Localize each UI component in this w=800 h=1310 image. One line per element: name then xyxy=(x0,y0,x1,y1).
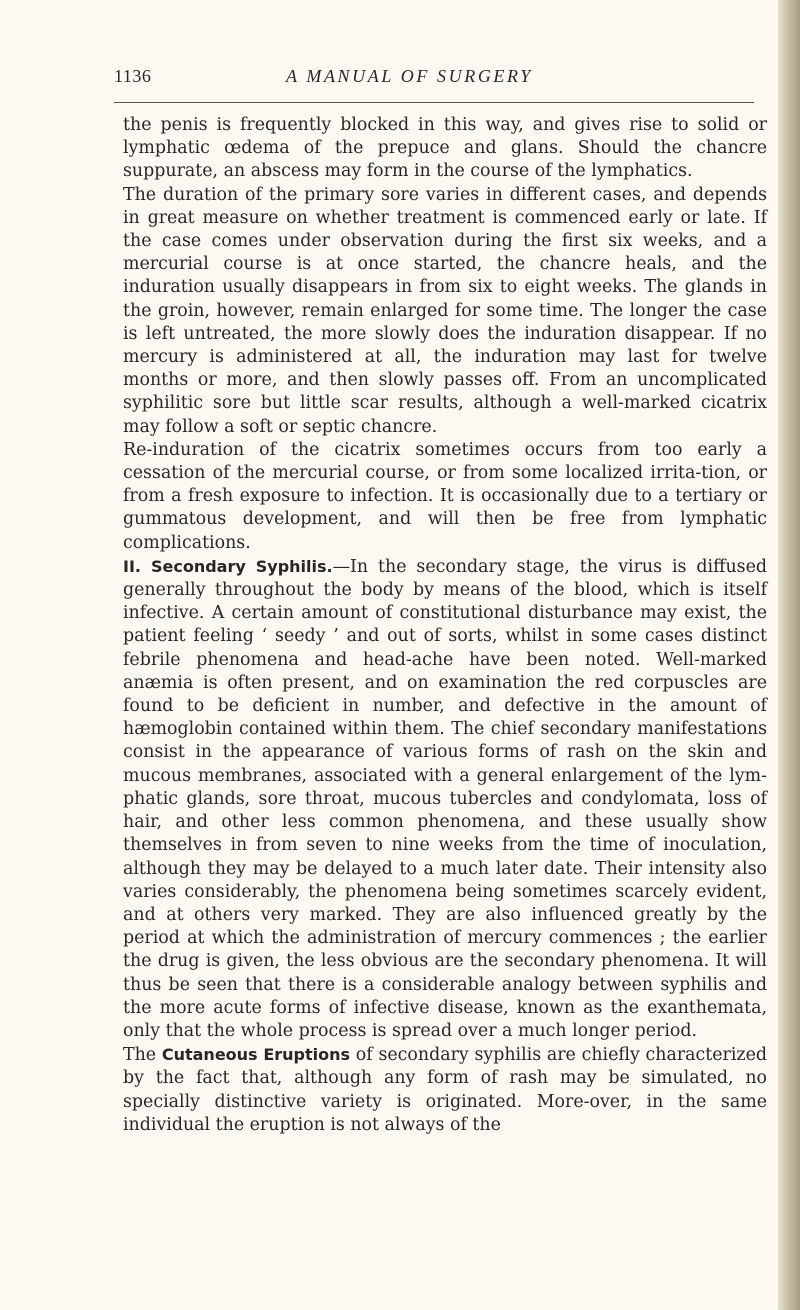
section-heading: Cutaneous Eruptions xyxy=(161,1045,351,1065)
paragraph-duration xyxy=(123,184,767,439)
paragraph-text: Re-induration of the cicatrix sometimes occurs from too early a cessation of the mercurial course, or from some localized irrita-tion, or from a fresh exposure to infection. It is occasionally due to a tertiary or gummatous development, and will then be free from lymphatic complications. xyxy=(123,439,767,553)
paragraph-prefix: The xyxy=(123,1045,162,1066)
running-title: A MANUAL OF SURGERY xyxy=(286,66,533,86)
paragraph-continuation xyxy=(123,114,767,184)
paragraph-text: The duration of the primary sore varies in different cases, and depends in great measure on whether treatment is commenced early or late. If the case comes under observation during the first six weeks, and a mercurial course is at once started, the chancre heals, and the induration usually disappears in from six to eight weeks. The glands in the groin, however, remain enlarged for some time. The longer the case is left untreated, the more slowly does the induration disappear. If no mercury is administered at all, the induration may last for twelve months or more, and then slowly passes off. From an uncomplicated syphilitic sore but little scar results, although a well-marked cicatrix may follow a soft or septic chancre. xyxy=(123,184,767,437)
paragraph-reinduration xyxy=(123,439,767,555)
paragraph-text: of secondary syphilis are chiefly characterized by the fact that, although any form of rash may be simulated, no specially distinctive variety is originated. More-over, in the same individual the eruption is not always of the xyxy=(123,1045,768,1135)
paragraph-text: the penis is frequently blocked in this way, and gives rise to solid or lymphatic œdema of the prepuce and glans. Should the chancre suppurate, an abscess may form in the course of the lymphatics. xyxy=(123,115,767,182)
paragraph-secondary-syphilis xyxy=(123,555,767,1043)
paragraph-text: —In the secondary stage, the virus is diffused generally throughout the body by means of the blood, which is itself infective. A certain amount of constitutional disturbance may exist, the patient feeling ‘ seedy ’ and out of sorts, whilst in some cases distinct febrile phenomena and head-ache have been noted. Well-marked anæmia is often present, and on examination the red corpuscles are found to be deficient in number, and defective in the amount of hæmoglobin contained within them. The chief secondary manifestations consist in the appearance of various forms of rash on the skin and mucous membranes, associated with a general enlargement of the lym-phatic glands, sore throat, mucous tubercles and condylomata, loss of hair, and other less common phenomena, and these usually show themselves in from seven to nine weeks from the time of inoculation, although they may be delayed to a much later date. Their intensity also varies considerably, the phenomena being sometimes scarcely evident, and at others very marked. They are also influenced greatly by the period at which the administration of mercury commences ; the earlier the drug is given, the less obvious are the secondary phenomena. It will thus be seen that there is a considerable analogy between syphilis and the more acute forms of infective disease, known as the exanthemata, only that the whole process is spread over a much longer period. xyxy=(123,556,767,1041)
section-heading: II. Secondary Syphilis. xyxy=(123,556,333,576)
paragraph-cutaneous-eruptions xyxy=(123,1043,767,1137)
page-number: 1136 xyxy=(114,66,152,86)
running-header xyxy=(114,66,754,103)
body-text xyxy=(123,114,767,1137)
page-edge-shadow xyxy=(778,0,800,1310)
